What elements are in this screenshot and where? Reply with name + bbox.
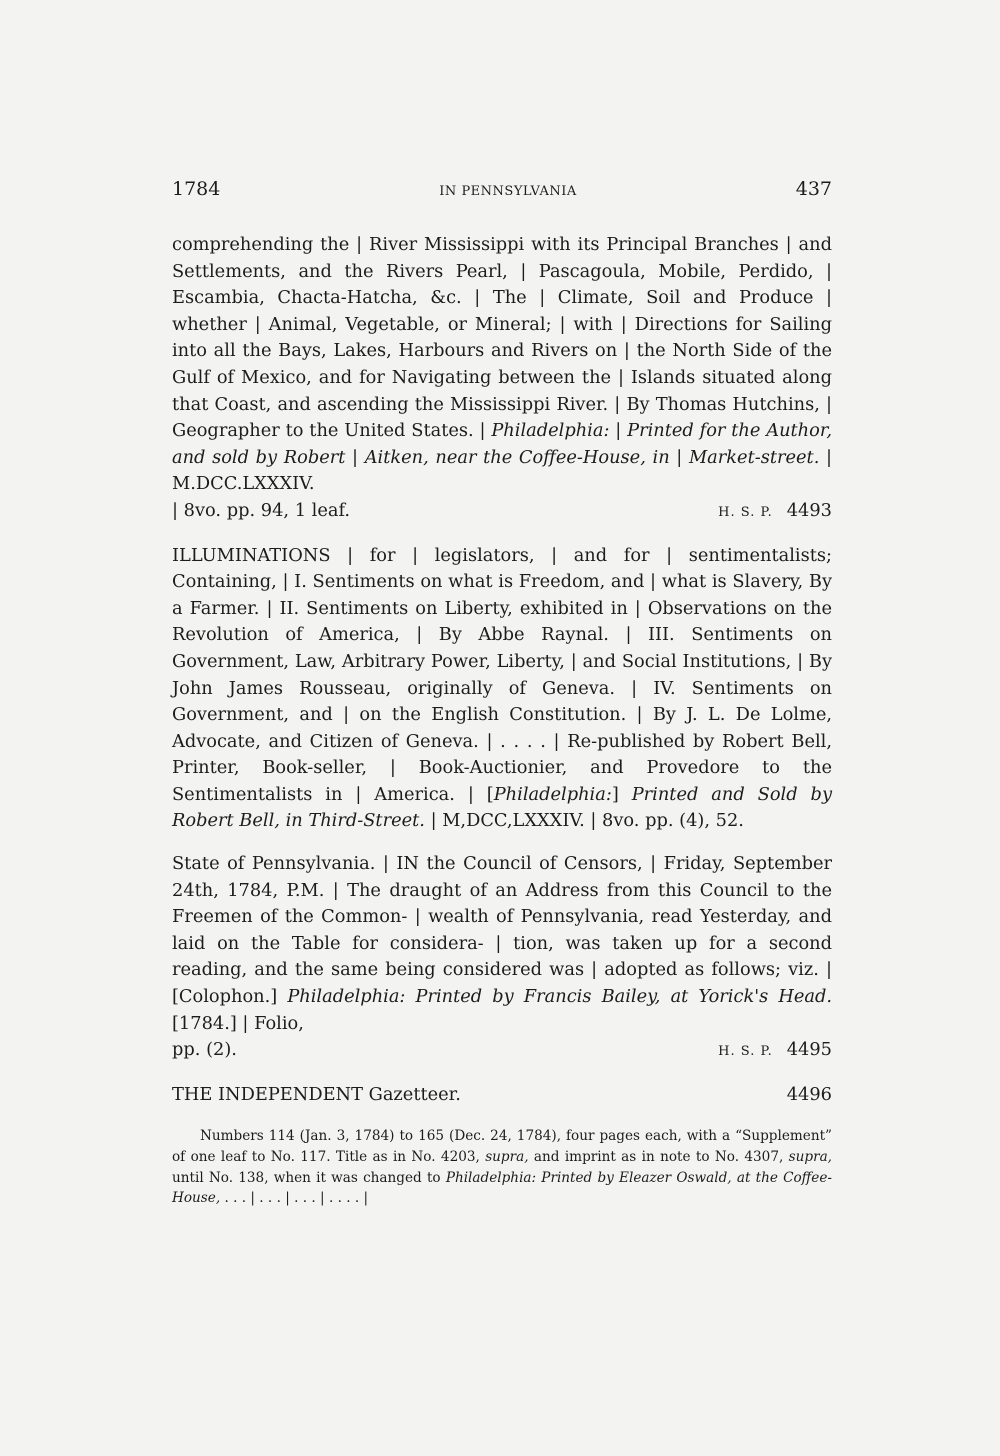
note-text: . . . | . . . | . . . | . . . . |	[220, 1190, 369, 1207]
header-title: IN PENNSYLVANIA	[439, 184, 577, 199]
separator: |	[345, 446, 365, 468]
entry-text: State of Pennsylvania. | IN the Council of Censors, | Friday, September 24th, 1784, P.M. | The draught of an Address from this Council to the Freemen of the Common- | wealth of Pennsylvania, read Yesterday, and laid on the Table for considera- | tion, was taken up for a second reading, and the same being considered was | adopted as follows; viz. | [Colophon.]	[172, 853, 832, 1008]
entry-number: 4493	[786, 499, 832, 521]
imprint-printer: Printed and Sold by Robert Bell, in Third-Street.	[172, 783, 832, 832]
collation: pp. (2).	[172, 1039, 237, 1061]
bracket: ]	[611, 783, 632, 805]
imprint-street: Market-street.	[688, 446, 820, 468]
collation: | 8vo. pp. 94, 1 leaf.	[172, 499, 351, 521]
note-text: Numbers 114 (Jan. 3, 1784) to 165 (Dec. 24, 1784), four pages each, with a “Supplement” of one leaf to No. 117. Title as in No. 4203,	[172, 1128, 832, 1165]
footnote-4496	[172, 1126, 832, 1208]
imprint-printer: Printed for the Author, and sold by Robert	[172, 420, 833, 468]
imprint-date: | M.DCC.LXXXIV.	[172, 446, 832, 495]
entry-4493	[172, 232, 832, 527]
running-head	[172, 178, 832, 208]
entry-text: comprehending the | River Mississippi with its Principal Branches | and Settlements, and the Rivers Pearl, | Pascagoula, Mobile, Perdido, | Escambia, Chacta-Hatcha, &c. | The | Climate, Soil and Produce | whether | Animal, Vegetable, or Mineral; | with | Directions for Sailing into all the Bays, Lakes, Harbours and Rivers on | the North Side of the Gulf of Mexico, and for Navigating between the | Islands situated along that Coast, and ascending the Mississippi River. | By Thomas Hutchins, | Geographer to the United States. |	[172, 234, 832, 442]
imprint-place: Philadelphia:	[493, 783, 612, 805]
entry-title: THE INDEPENDENT Gazetteer.	[172, 1083, 461, 1105]
note-text: until No. 138, when it was changed to	[172, 1169, 446, 1186]
imprint-date: | M,DCC,LXXXIV. | 8vo. pp. (4), 52.	[424, 810, 744, 832]
imprint-place: Philadelphia:	[491, 420, 610, 442]
imprint-date: [1784.] | Folio,	[172, 1012, 304, 1034]
header-year: 1784	[172, 178, 221, 200]
note-imprint: Philadelphia: Printed by Eleazer Oswald, at the Coffee-House,	[172, 1169, 832, 1207]
entry-4495	[172, 851, 832, 1066]
page-number: 437	[795, 178, 832, 200]
separator: |	[669, 446, 689, 468]
entry-number: 4496	[786, 1083, 832, 1105]
location-mark: H. S. P.	[718, 1044, 773, 1060]
note-text: and imprint as in note to No. 4307,	[528, 1149, 789, 1165]
entry-text: ILLUMINATIONS | for | legislators, | and for | sentimentalists; Containing, | I. Sentiments on what is Freedom, and | what is Slavery, By a Farmer. | II. Sentiments on Liberty, exhibited in | Observations on the Revolution of America, | By Abbe Raynal. | III. Sentiments on Government, Law, Arbitrary Power, Liberty, | and Social Institutions, | By John James Rousseau, originally of Geneva. | IV. Sentiments on Government, and | on the English Constitution. | By J. L. De Lolme, Advocate, and Citizen of Geneva. | . . . . | Re-published by Robert Bell, Printer, Book-seller, | Book-Auctionier, and Provedore to the Sentimentalists in | America. | [	[172, 544, 832, 805]
entry-number: 4495	[786, 1039, 832, 1061]
separator: |	[609, 420, 628, 442]
entry-tail	[172, 1037, 832, 1066]
note-italic: supra,	[788, 1149, 832, 1165]
location-mark: H. S. P.	[718, 504, 773, 520]
entry-tail	[172, 498, 832, 527]
entry-4496	[172, 1082, 832, 1109]
imprint-printer: Philadelphia: Printed by Francis Bailey, at Yorick's Head.	[287, 986, 833, 1008]
page	[172, 178, 832, 1209]
entry-illuminations	[172, 543, 832, 836]
imprint-address: Aitken, near the Coffee-House, in	[364, 446, 670, 468]
note-italic: supra,	[485, 1149, 529, 1165]
